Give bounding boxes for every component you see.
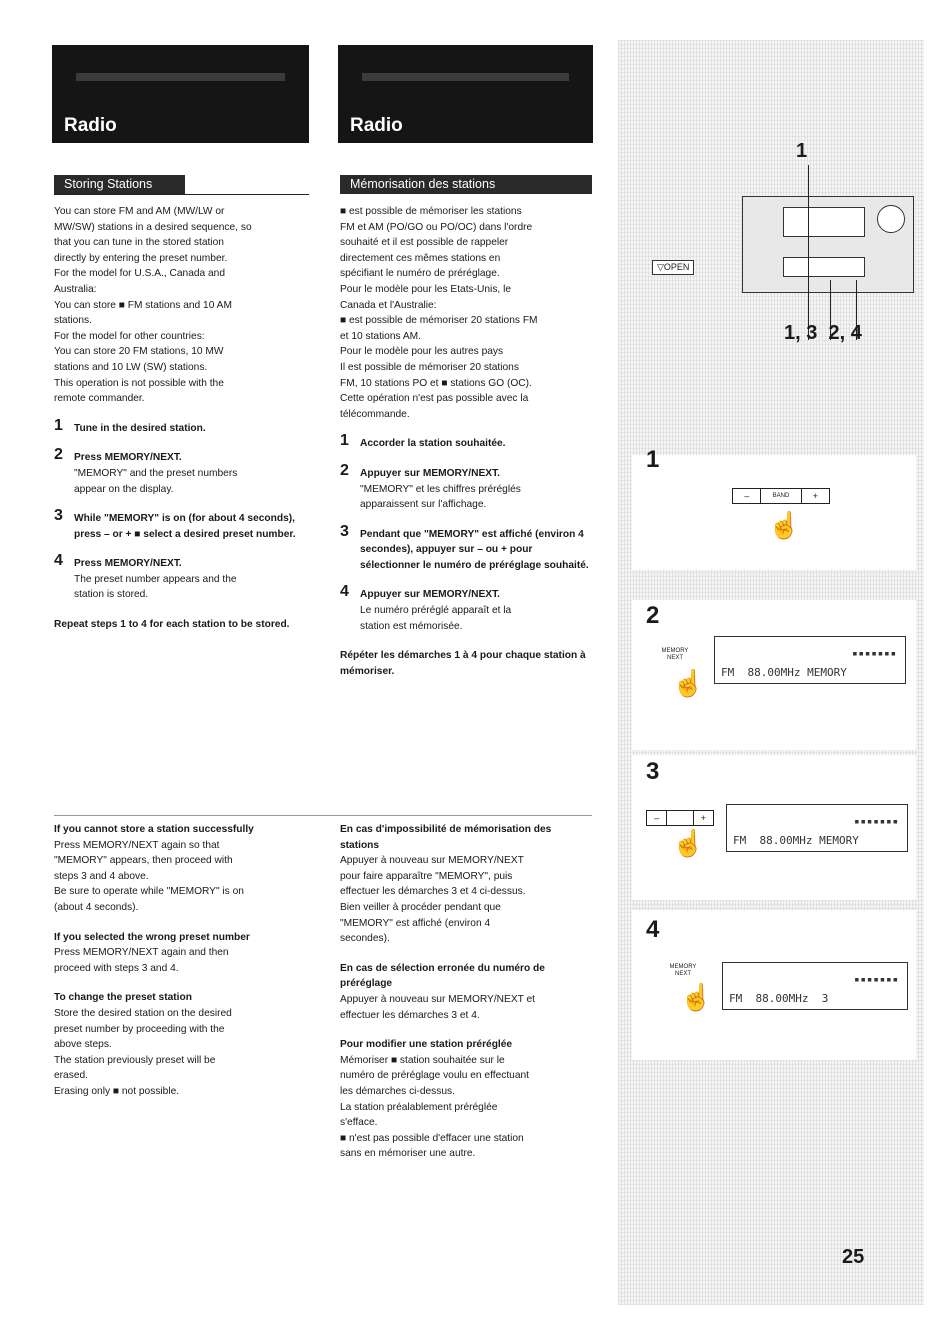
intro-line: remote commander. xyxy=(54,393,145,405)
intro-line: Pour le modèle pour les autres pays xyxy=(340,346,504,358)
step-number: 2 xyxy=(54,446,63,464)
band-button[interactable]: BAND xyxy=(761,489,801,503)
preset-dashes: ▪▪▪▪▪▪▪ xyxy=(854,975,899,985)
banner-title: Radio xyxy=(64,115,117,136)
note-line: "MEMORY" est affiché (environ 4 xyxy=(340,917,491,929)
intro-block xyxy=(54,204,309,407)
note-line: Appuyer à nouveau sur MEMORY/NEXT et xyxy=(340,993,535,1005)
step-body-line: apparaissent sur l'affichage. xyxy=(360,499,487,511)
note-line: Press MEMORY/NEXT again so that xyxy=(54,839,220,851)
note-line: s'efface. xyxy=(340,1117,378,1129)
step-body-line: "MEMORY" et les chiffres préréglés xyxy=(360,483,521,495)
note-line: effectuer les démarches 3 et 4. xyxy=(340,1009,480,1021)
intro-block xyxy=(340,204,590,422)
section-title-bar: Storing Stations xyxy=(54,175,185,194)
note-line: ■ n'est pas possible d'effacer une station xyxy=(340,1132,524,1144)
intro-line: et 10 stations AM. xyxy=(340,330,421,342)
note-line: sans en mémoriser une autre. xyxy=(340,1148,476,1160)
plus-button[interactable]: + xyxy=(812,491,818,501)
intro-line: Pour le modèle pour les Etats-Unis, le xyxy=(340,283,512,295)
step-body-line: "MEMORY" and the preset numbers xyxy=(74,467,238,479)
unit-display xyxy=(783,207,865,237)
hand-icon: ☝ xyxy=(768,510,801,540)
intro-line: FM et AM (PO/GO ou PO/OC) dans l'ordre xyxy=(340,221,533,233)
step-number: 3 xyxy=(54,507,63,525)
step3-num: 3 xyxy=(646,758,660,785)
minus-button[interactable]: – xyxy=(733,489,761,503)
intro-line: directement ces mêmes stations en xyxy=(340,252,501,264)
hand-icon: ☝ xyxy=(672,668,705,698)
step-heading: Appuyer sur MEMORY/NEXT. xyxy=(360,589,501,601)
note-line: numéro de préréglage voulu en effectuant xyxy=(340,1070,529,1082)
steps-list xyxy=(340,432,590,634)
step-item xyxy=(340,461,590,513)
step-heading: Accorder la station souhaitée. xyxy=(360,438,506,450)
banner-left xyxy=(52,45,309,143)
step-body-line: station est mémorisée. xyxy=(360,620,463,632)
tuning-buttons[interactable] xyxy=(646,810,714,826)
intro-line: télécommande. xyxy=(340,408,410,420)
step-item xyxy=(340,432,590,452)
callout-line xyxy=(808,165,809,340)
note-line: Appuyer à nouveau sur MEMORY/NEXT xyxy=(340,855,524,867)
illustration-panel xyxy=(618,40,924,1305)
intro-line: For the model for other countries: xyxy=(54,330,205,342)
note-line: above steps. xyxy=(54,1039,112,1051)
intro-line: For the model for U.S.A., Canada and xyxy=(54,268,226,280)
callout-top: 1 xyxy=(796,140,808,162)
stereo-unit xyxy=(742,196,914,293)
intro-line: stations. xyxy=(54,315,92,327)
left-notes xyxy=(54,822,309,1114)
step-heading: Press MEMORY/NEXT. xyxy=(74,558,182,570)
intro-line: ■ est possible de mémoriser les stations xyxy=(340,206,522,217)
intro-line: MW/SW) stations in a desired sequence, so xyxy=(54,221,252,233)
minus-button[interactable]: – xyxy=(647,811,667,825)
unit-buttons xyxy=(783,257,865,277)
note-title: En cas de sélection erronée du numéro de préréglage xyxy=(340,962,545,990)
step-body-line: Le numéro préréglé apparaît et la xyxy=(360,605,512,617)
banner-right xyxy=(338,45,593,143)
tuning-buttons[interactable] xyxy=(732,488,830,504)
note-line: pour faire apparaître "MEMORY", puis xyxy=(340,870,513,882)
lcd-text: FM 88.00MHz MEMORY xyxy=(721,666,847,679)
hand-icon: ☝ xyxy=(680,982,713,1012)
step2-num: 2 xyxy=(646,602,660,629)
note-line: steps 3 and 4 above. xyxy=(54,870,149,882)
note-line: proceed with steps 3 and 4. xyxy=(54,962,179,974)
note-title: If you selected the wrong preset number xyxy=(54,931,250,943)
lcd-display-step4 xyxy=(722,962,908,1010)
note-line: secondes). xyxy=(340,933,390,945)
note-line: Bien veiller à procéder pendant que xyxy=(340,901,501,913)
step4-num: 4 xyxy=(646,916,660,943)
unit-knob xyxy=(877,205,905,233)
lcd-display-step3 xyxy=(726,804,908,852)
repeat-note: Repeat steps 1 to 4 for each station to be stored. xyxy=(54,619,290,631)
repeat-note: Répéter les démarches 1 à 4 pour chaque station à mémoriser. xyxy=(340,650,586,677)
note-line: The station previously preset will be xyxy=(54,1054,216,1066)
intro-line: stations and 10 LW (SW) stations. xyxy=(54,361,208,373)
preset-dashes: ▪▪▪▪▪▪▪ xyxy=(854,817,899,827)
step-heading: While "MEMORY" is on (for about 4 seconds), press – or + ■ select a desired preset number. xyxy=(74,513,296,540)
note-title: To change the preset station xyxy=(54,992,192,1004)
notes-divider xyxy=(54,815,592,816)
intro-line: Il est possible de mémoriser 20 stations xyxy=(340,361,519,373)
note-title: If you cannot store a station successfully xyxy=(54,824,254,835)
middle-notes xyxy=(340,822,590,1176)
note-line: (about 4 seconds). xyxy=(54,901,139,913)
step-number: 2 xyxy=(340,461,349,479)
intro-line: Cette opération n'est pas possible avec la xyxy=(340,393,529,405)
intro-line: spécifiant le numéro de préréglage. xyxy=(340,268,500,280)
step-item xyxy=(340,522,590,574)
open-label: ▽OPEN xyxy=(652,260,694,275)
step-item xyxy=(54,552,309,603)
steps-list xyxy=(54,416,309,603)
intro-line: FM, 10 stations PO et ■ stations GO (OC). xyxy=(340,377,532,389)
note-line: preset number by proceeding with the xyxy=(54,1023,225,1035)
step-number: 4 xyxy=(54,552,63,570)
note-block xyxy=(340,822,590,947)
note-line: Mémoriser ■ station souhaitée sur le xyxy=(340,1054,505,1066)
memory-next-label: MEMORY NEXT xyxy=(669,964,697,977)
lcd-display-step2 xyxy=(714,636,906,684)
intro-line: You can store ■ FM stations and 10 AM xyxy=(54,299,232,311)
step-heading: Press MEMORY/NEXT. xyxy=(74,452,182,464)
intro-line: You can store 20 FM stations, 10 MW xyxy=(54,346,224,358)
middle-column xyxy=(340,204,590,679)
note-line: Press MEMORY/NEXT again and then xyxy=(54,947,229,959)
step-body-line: The preset number appears and the xyxy=(74,573,237,585)
left-column xyxy=(54,204,309,633)
band-button[interactable] xyxy=(667,811,693,825)
step-number: 4 xyxy=(340,583,349,601)
callout-bottom: 1, 3 2, 4 xyxy=(784,322,862,344)
note-line: Store the desired station on the desired xyxy=(54,1007,232,1019)
step-body-line: appear on the display. xyxy=(74,483,174,495)
note-line: effectuer les démarches 3 et 4 ci-dessus. xyxy=(340,886,526,898)
step-item xyxy=(54,416,309,437)
intro-line: Canada et l'Australie: xyxy=(340,299,437,311)
note-block xyxy=(54,990,309,1099)
page-number: 25 xyxy=(842,1246,865,1268)
step-item xyxy=(54,507,309,542)
intro-line: Australia: xyxy=(54,283,97,295)
intro-line: that you can tune in the stored station xyxy=(54,237,224,249)
plus-button[interactable]: + xyxy=(700,813,706,823)
note-block xyxy=(340,961,590,1023)
hand-icon: ☝ xyxy=(672,828,705,858)
note-block xyxy=(54,822,309,916)
intro-line: directly by entering the preset number. xyxy=(54,252,228,264)
note-line: La station préalablement préréglée xyxy=(340,1101,498,1113)
note-title: En cas d'impossibilité de mémorisation des stations xyxy=(340,824,552,851)
note-line: erased. xyxy=(54,1070,88,1082)
step-body-line: station is stored. xyxy=(74,589,149,601)
note-block xyxy=(54,930,309,977)
lcd-text: FM 88.00MHz 3 xyxy=(729,992,829,1005)
step-heading: Pendant que "MEMORY" est affiché (environ 4 secondes), appuyer sur – ou + pour sélectionner le numéro de préréglage souhaité. xyxy=(360,528,589,571)
step-number: 3 xyxy=(340,522,349,540)
note-line: Erasing only ■ not possible. xyxy=(54,1085,180,1097)
step-heading: Tune in the desired station. xyxy=(74,422,206,434)
note-line: "MEMORY" appears, then proceed with xyxy=(54,855,233,867)
section-title-bar: Mémorisation des stations xyxy=(340,175,592,194)
step-item xyxy=(54,446,309,497)
step-item xyxy=(340,583,590,634)
step1-num: 1 xyxy=(646,446,660,473)
note-line: Be sure to operate while "MEMORY" is on xyxy=(54,886,244,898)
section-rule xyxy=(54,194,309,195)
note-block xyxy=(340,1037,590,1162)
intro-line: souhaité et il est possible de rappeler xyxy=(340,237,509,249)
memory-next-label: MEMORY NEXT xyxy=(661,648,689,661)
banner-stripe xyxy=(362,73,569,81)
preset-dashes: ▪▪▪▪▪▪▪ xyxy=(852,649,897,659)
intro-line: ■ est possible de mémoriser 20 stations FM xyxy=(340,315,538,327)
intro-line: This operation is not possible with the xyxy=(54,377,224,389)
intro-line: You can store FM and AM (MW/LW or xyxy=(54,206,225,217)
banner-stripe xyxy=(76,73,285,81)
lcd-text: FM 88.00MHz MEMORY xyxy=(733,834,859,847)
step-heading: Appuyer sur MEMORY/NEXT. xyxy=(360,467,501,479)
step-number: 1 xyxy=(54,416,63,434)
banner-title: Radio xyxy=(350,115,403,136)
step-number: 1 xyxy=(340,432,349,450)
note-line: les démarches ci-dessus. xyxy=(340,1085,455,1097)
note-title: Pour modifier une station préréglée xyxy=(340,1039,513,1051)
